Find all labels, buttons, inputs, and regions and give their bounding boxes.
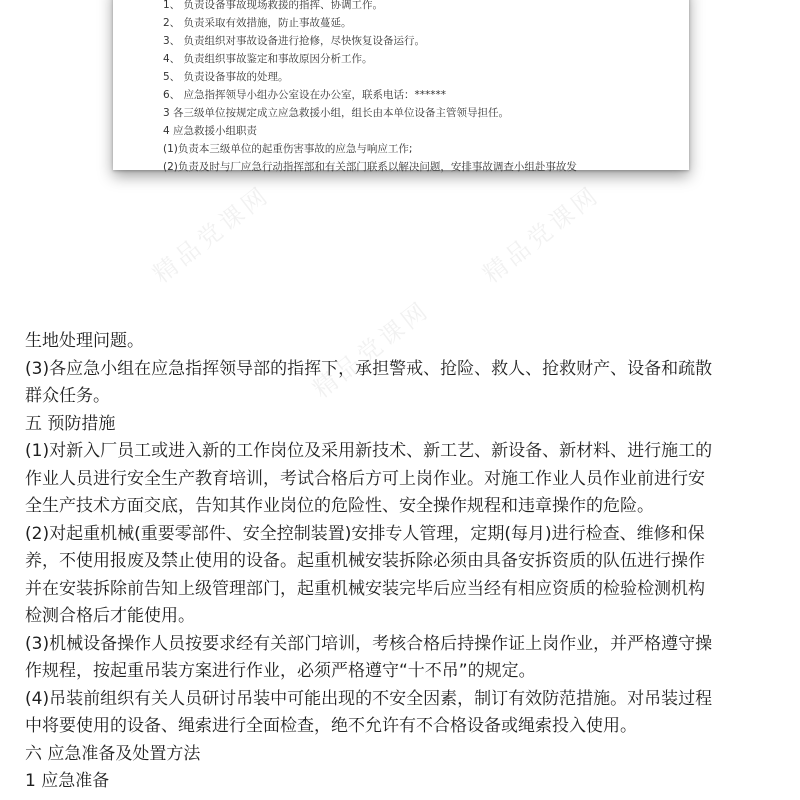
body-line: 养，不使用报废及禁止使用的设备。起重机械安装拆除必须由具备安拆资质的队伍进行操作	[25, 551, 705, 571]
document-card-lines	[163, 0, 577, 176]
body-line: 检测合格后才能使用。	[25, 606, 195, 626]
body-line: (3)机械设备操作人员按要求经有关部门培训，考核合格后持操作证上岗作业，并严格遵守操	[25, 633, 713, 654]
body-line: 并在安装拆除前告知上级管理部门，起重机械安装完毕后应当经有相应资质的检验检测机构	[25, 578, 705, 599]
subsection-heading: 1 应急准备	[25, 771, 110, 791]
card-line: 6、 应急指挥领导小组办公室设在办公室，联系电话：******	[163, 89, 447, 101]
body-line: (3)各应急小组在应急指挥领导部的指挥下，承担警戒、抢险、救人、抢救财产、设备和疏散	[25, 358, 713, 379]
card-line: 5、 负责设备事故的处理。	[163, 71, 289, 83]
body-line: 全生产技术方面交底，告知其作业岗位的危险性、安全操作规程和违章操作的危险。	[25, 496, 654, 516]
body-line: 中将要使用的设备、绳索进行全面检查，绝不允许有不合格设备或绳索投入使用。	[25, 716, 637, 736]
card-line: 1、 负责设备事故现场救援的指挥、协调工作。	[163, 0, 384, 11]
card-line: (2)负责及时与厂应急行动指挥部和有关部门联系以解决问题，安排事故调查小组赴事故发	[163, 161, 577, 173]
body-line: (1)对新入厂员工或进入新的工作岗位及采用新技术、新工艺、新设备、新材料、进行施工的	[25, 441, 713, 461]
card-line: 2、 负责采取有效措施，防止事故蔓延。	[163, 17, 352, 29]
body-line: (4)吊装前组织有关人员研讨吊装中可能出现的不安全因素，制订有效防范措施。对吊装过程	[25, 688, 713, 709]
card-line: 4 应急救援小组职责	[163, 125, 258, 137]
body-line: 生地处理问题。	[25, 331, 144, 351]
document-preview-card	[113, 0, 689, 173]
card-line: (1)负责本三级单位的起重伤害事故的应急与响应工作;	[163, 143, 413, 155]
body-line: (2)对起重机械(重要零部件、安全控制装置)安排专人管理，定期(每月)进行检查、维修和保	[25, 523, 705, 544]
body-line: 作规程，按起重吊装方案进行作业，必须严格遵守“十不吊”的规定。	[25, 661, 536, 681]
watermark-text: 精品党课网	[477, 180, 606, 289]
section-heading: 五 预防措施	[25, 413, 116, 434]
body-line: 群众任务。	[25, 386, 110, 406]
watermark-text: 精品党课网	[147, 180, 276, 289]
card-line: 3 各三级单位按规定成立应急救援小组，组长由本单位设备主管领导担任。	[163, 107, 510, 119]
section-heading: 六 应急准备及处置方法	[25, 743, 201, 764]
watermark-text: 精品党课网	[307, 295, 436, 404]
card-line: 3、 负责组织对事故设备进行抢修，尽快恢复设备运行。	[163, 35, 426, 47]
card-line: 4、 负责组织事故鉴定和事故原因分析工作。	[163, 53, 373, 65]
document-body-text	[25, 328, 780, 796]
body-line: 作业人员进行安全生产教育培训，考试合格后方可上岗作业。对施工作业人员作业前进行安	[25, 468, 705, 489]
